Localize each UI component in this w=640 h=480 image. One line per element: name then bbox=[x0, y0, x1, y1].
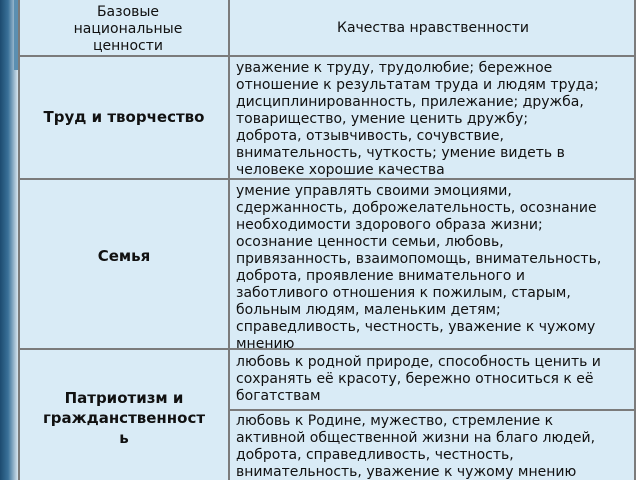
value-cell: Патриотизм и гражданственност ь bbox=[42, 389, 206, 447]
slide-left-decoration bbox=[0, 0, 18, 480]
column-divider bbox=[228, 0, 230, 480]
qualities-cell: любовь к родной природе, способность ценить и сохранять её красоту, бережно относиться к её богатствам bbox=[236, 354, 601, 404]
header-divider bbox=[18, 55, 636, 57]
header-values: Базовые национальные ценности bbox=[73, 4, 183, 54]
value-cell: Семья bbox=[97, 247, 151, 265]
qualities-cell: умение управлять своими эмоциями, сдержанность, доброжелательность, осознание необходимости здорового образа жизни; осознание ценности семьи, любовь, привязанность, взаимопомощь, внимательность, доброта, проявление внимательного и заботливого отношения к пожилым, старым, больным людям, маленьким детям; справедливость, честность, уважение к чужому мнению bbox=[236, 183, 602, 352]
qualities-cell: любовь к Родине, мужество, стремление к активной общественной жизни на благо людей, доброта, справедливость, честность, внимательность, уважение к чужому мнению bbox=[236, 413, 596, 480]
value-cell: Труд и творчество bbox=[43, 108, 205, 126]
header-qualities: Качества нравственности bbox=[337, 20, 529, 36]
qualities-cell: уважение к труду, трудолюбие; бережное отношение к результатам труда и людям труда; дисциплинированность, прилежание; дружба, товарищество, умение ценить дружбу; доброта, отзывчивость, сочувствие, внимательность, чуткость; умение видеть в человеке хорошие качества bbox=[236, 60, 599, 178]
row-divider bbox=[230, 409, 636, 411]
